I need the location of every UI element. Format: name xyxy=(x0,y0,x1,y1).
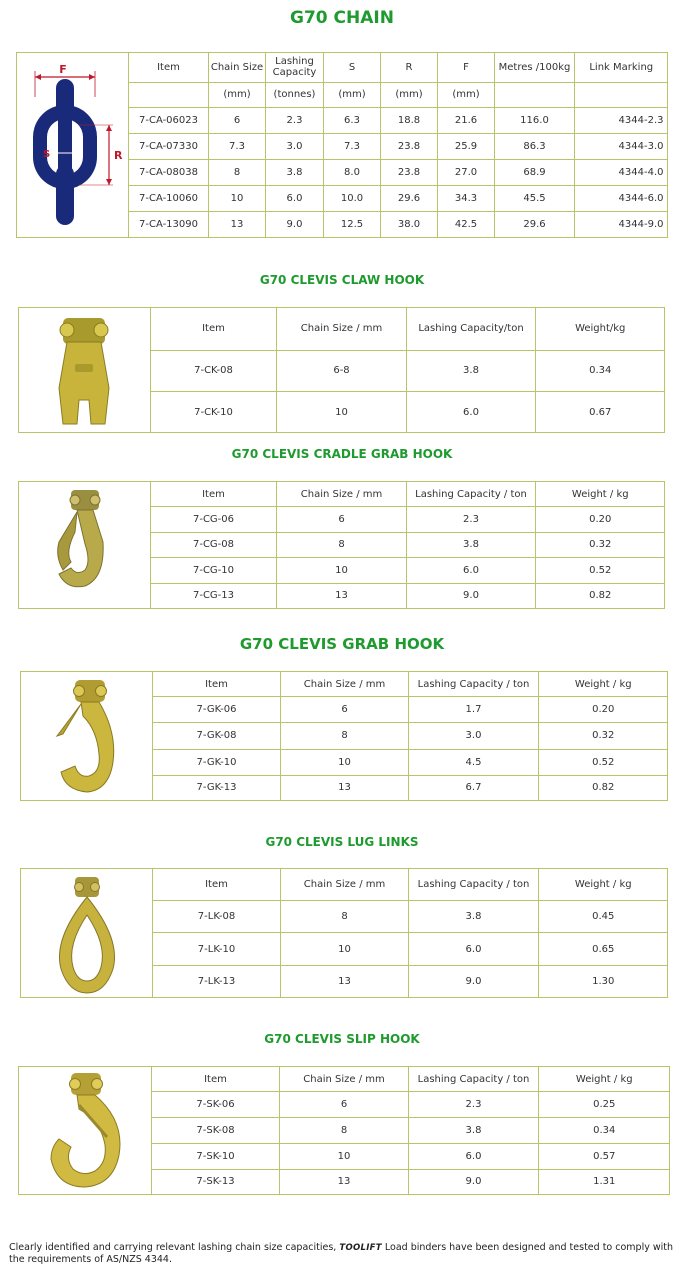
cell-lashing-capacity: 6.0 xyxy=(409,1143,539,1169)
header-item: Item xyxy=(151,308,277,350)
table-row xyxy=(153,697,668,723)
table-row xyxy=(129,212,668,237)
chain-title: G70 CHAIN xyxy=(290,8,394,28)
cell-lashing-capacity: 3.8 xyxy=(409,1118,539,1144)
cell-s: 8.0 xyxy=(324,159,381,185)
slip-hook-table xyxy=(151,1067,670,1194)
header-chain-size: Chain Size / mm xyxy=(281,869,409,900)
cell-r: 18.8 xyxy=(381,107,438,133)
cell-link-marking: 4344-9.0 xyxy=(575,212,668,237)
cell-item: 7-SK-13 xyxy=(152,1169,280,1194)
cell-chain-size: 8 xyxy=(209,159,266,185)
table-row xyxy=(152,1169,670,1194)
cell-f: 25.9 xyxy=(438,133,495,159)
cell-weight: 0.57 xyxy=(539,1143,670,1169)
lug-links-panel xyxy=(20,868,668,998)
cell-weight: 1.31 xyxy=(539,1169,670,1194)
cell-item: 7-LK-08 xyxy=(153,900,281,933)
cell-lashing-capacity: 3.0 xyxy=(409,723,539,749)
brand-name: TOOLIFT xyxy=(339,1243,382,1253)
grab-hook-icon xyxy=(21,672,152,800)
cell-s: 12.5 xyxy=(324,212,381,237)
cell-r: 23.8 xyxy=(381,133,438,159)
cell-r: 38.0 xyxy=(381,212,438,237)
lug-links-table xyxy=(152,869,668,997)
cell-chain-size: 13 xyxy=(277,583,407,608)
footer-text-before: Clearly identified and carrying relevant lashing chain size capacities, xyxy=(9,1242,340,1253)
cell-metres: 29.6 xyxy=(495,212,575,237)
cell-chain-size: 8 xyxy=(281,900,409,933)
header-link-marking: Link Marking xyxy=(575,53,668,82)
table-row xyxy=(153,933,668,966)
cell-lashing-capacity: 9.0 xyxy=(266,212,324,237)
unit-cell: (tonnes) xyxy=(266,82,324,107)
cell-f: 42.5 xyxy=(438,212,495,237)
header-s: S xyxy=(324,53,381,82)
unit-cell xyxy=(495,82,575,107)
header-lashing-capacity: Lashing Capacity / ton xyxy=(409,869,539,900)
dimension-f-label: F xyxy=(59,63,67,76)
cradle-grab-hook-panel xyxy=(18,481,665,609)
cell-chain-size: 10 xyxy=(277,392,407,432)
cell-item: 7-CG-13 xyxy=(151,583,277,608)
cell-item: 7-LK-13 xyxy=(153,966,281,997)
unit-cell xyxy=(129,82,209,107)
header-weight: Weight / kg xyxy=(536,482,665,507)
cell-item: 7-GK-13 xyxy=(153,775,281,800)
cell-item: 7-GK-08 xyxy=(153,723,281,749)
cell-chain-size: 13 xyxy=(281,775,409,800)
table-row xyxy=(151,558,665,584)
cell-lashing-capacity: 3.8 xyxy=(266,159,324,185)
table-row xyxy=(153,900,668,933)
table-row xyxy=(153,966,668,997)
header-lashing-capacity: Lashing Capacity / ton xyxy=(409,1067,539,1092)
chain-dimension-diagram xyxy=(17,53,128,239)
unit-cell: (mm) xyxy=(209,82,266,107)
header-weight: Weight/kg xyxy=(536,308,665,350)
cell-weight: 0.65 xyxy=(539,933,668,966)
chain-spec-table xyxy=(128,53,668,237)
table-row xyxy=(129,186,668,212)
table-row xyxy=(129,107,668,133)
cell-metres: 86.3 xyxy=(495,133,575,159)
header-r: R xyxy=(381,53,438,82)
cell-s: 6.3 xyxy=(324,107,381,133)
table-row xyxy=(153,775,668,800)
table-row xyxy=(151,532,665,558)
footer-note xyxy=(9,1242,681,1266)
cell-lashing-capacity: 9.0 xyxy=(409,1169,539,1194)
table-row xyxy=(152,1143,670,1169)
header-weight: Weight / kg xyxy=(539,672,668,697)
dimension-r-label: R xyxy=(114,149,123,162)
cell-lashing-capacity: 6.0 xyxy=(409,933,539,966)
cradle-grab-hook-table xyxy=(150,482,665,608)
cell-chain-size: 6 xyxy=(209,107,266,133)
table-row xyxy=(129,133,668,159)
table-row xyxy=(151,507,665,533)
header-item: Item xyxy=(153,869,281,900)
cell-item: 7-CA-13090 xyxy=(129,212,209,237)
lug-link-icon xyxy=(21,869,152,997)
cell-item: 7-SK-08 xyxy=(152,1118,280,1144)
cell-item: 7-GK-06 xyxy=(153,697,281,723)
table-row xyxy=(153,723,668,749)
slip-hook-icon xyxy=(19,1067,151,1194)
cell-item: 7-CG-10 xyxy=(151,558,277,584)
cell-chain-size: 7.3 xyxy=(209,133,266,159)
table-row xyxy=(129,159,668,185)
cell-chain-size: 10 xyxy=(277,558,407,584)
header-item: Item xyxy=(152,1067,280,1092)
header-lashing-capacity: Lashing Capacity/ton xyxy=(407,308,536,350)
cell-chain-size: 8 xyxy=(277,532,407,558)
cell-item: 7-CA-08038 xyxy=(129,159,209,185)
cell-lashing-capacity: 2.3 xyxy=(266,107,324,133)
claw-hook-panel xyxy=(18,307,665,433)
cell-s: 10.0 xyxy=(324,186,381,212)
cell-item: 7-SK-10 xyxy=(152,1143,280,1169)
dimension-s-label: S xyxy=(43,149,51,160)
header-weight: Weight / kg xyxy=(539,1067,670,1092)
cell-weight: 0.67 xyxy=(536,392,665,432)
cell-f: 21.6 xyxy=(438,107,495,133)
cell-chain-size: 13 xyxy=(280,1169,409,1194)
unit-cell xyxy=(575,82,668,107)
cell-weight: 0.52 xyxy=(536,558,665,584)
cell-weight: 0.20 xyxy=(536,507,665,533)
cell-f: 27.0 xyxy=(438,159,495,185)
cell-item: 7-CA-10060 xyxy=(129,186,209,212)
cell-weight: 0.82 xyxy=(536,583,665,608)
header-lashing-capacity: Lashing Capacity xyxy=(266,53,324,82)
table-row xyxy=(153,749,668,775)
cell-weight: 1.30 xyxy=(539,966,668,997)
cell-chain-size: 13 xyxy=(209,212,266,237)
cell-chain-size: 6 xyxy=(277,507,407,533)
cell-r: 29.6 xyxy=(381,186,438,212)
cell-metres: 68.9 xyxy=(495,159,575,185)
cell-chain-size: 10 xyxy=(281,749,409,775)
cell-link-marking: 4344-3.0 xyxy=(575,133,668,159)
cell-chain-size: 13 xyxy=(281,966,409,997)
slip-hook-image-cell xyxy=(19,1067,152,1194)
header-f: F xyxy=(438,53,495,82)
cell-lashing-capacity: 6.7 xyxy=(409,775,539,800)
slip-hook-panel xyxy=(18,1066,670,1195)
cell-weight: 0.82 xyxy=(539,775,668,800)
cell-item: 7-CA-06023 xyxy=(129,107,209,133)
grab-hook-image-cell xyxy=(21,672,153,800)
claw-hook-icon xyxy=(19,308,150,432)
header-item: Item xyxy=(151,482,277,507)
cell-weight: 0.20 xyxy=(539,697,668,723)
cell-item: 7-GK-10 xyxy=(153,749,281,775)
header-chain-size: Chain Size / mm xyxy=(281,672,409,697)
cell-lashing-capacity: 3.8 xyxy=(409,900,539,933)
header-chain-size: Chain Size / mm xyxy=(280,1067,409,1092)
cell-weight: 0.52 xyxy=(539,749,668,775)
cell-chain-size: 8 xyxy=(281,723,409,749)
cell-chain-size: 10 xyxy=(280,1143,409,1169)
header-chain-size: Chain Size / mm xyxy=(277,482,407,507)
cradle-grab-hook-title: G70 CLEVIS CRADLE GRAB HOOK xyxy=(231,447,453,461)
cell-lashing-capacity: 6.0 xyxy=(407,558,536,584)
cell-weight: 0.34 xyxy=(536,350,665,392)
chain-diagram-cell xyxy=(17,53,129,237)
cell-link-marking: 4344-4.0 xyxy=(575,159,668,185)
cell-weight: 0.32 xyxy=(539,723,668,749)
cell-chain-size: 10 xyxy=(281,933,409,966)
table-row xyxy=(151,350,665,392)
unit-cell: (mm) xyxy=(381,82,438,107)
cradle-grab-hook-icon xyxy=(19,482,150,608)
header-metres: Metres /100kg xyxy=(495,53,575,82)
unit-cell: (mm) xyxy=(438,82,495,107)
cell-metres: 45.5 xyxy=(495,186,575,212)
cell-lashing-capacity: 9.0 xyxy=(407,583,536,608)
cell-r: 23.8 xyxy=(381,159,438,185)
claw-hook-table xyxy=(150,308,665,432)
cell-metres: 116.0 xyxy=(495,107,575,133)
cell-lashing-capacity: 3.8 xyxy=(407,532,536,558)
table-row xyxy=(151,583,665,608)
grab-hook-table xyxy=(152,672,668,800)
lug-links-title: G70 CLEVIS LUG LINKS xyxy=(265,835,419,849)
header-chain-size: Chain Size / mm xyxy=(277,308,407,350)
cell-lashing-capacity: 6.0 xyxy=(407,392,536,432)
header-chain-size: Chain Size xyxy=(209,53,266,82)
table-row xyxy=(152,1092,670,1118)
cell-lashing-capacity: 3.8 xyxy=(407,350,536,392)
cell-lashing-capacity: 2.3 xyxy=(407,507,536,533)
grab-hook-panel xyxy=(20,671,668,801)
cell-weight: 0.45 xyxy=(539,900,668,933)
cell-lashing-capacity: 4.5 xyxy=(409,749,539,775)
cell-f: 34.3 xyxy=(438,186,495,212)
cell-s: 7.3 xyxy=(324,133,381,159)
header-item: Item xyxy=(153,672,281,697)
cell-item: 7-CG-08 xyxy=(151,532,277,558)
cell-lashing-capacity: 1.7 xyxy=(409,697,539,723)
cell-chain-size: 8 xyxy=(280,1118,409,1144)
claw-hook-image-cell xyxy=(19,308,151,432)
header-lashing-capacity: Lashing Capacity / ton xyxy=(407,482,536,507)
cell-item: 7-CK-08 xyxy=(151,350,277,392)
claw-hook-title: G70 CLEVIS CLAW HOOK xyxy=(259,273,425,287)
cell-lashing-capacity: 6.0 xyxy=(266,186,324,212)
grab-hook-title: G70 CLEVIS GRAB HOOK xyxy=(239,635,445,653)
cell-weight: 0.25 xyxy=(539,1092,670,1118)
cell-lashing-capacity: 2.3 xyxy=(409,1092,539,1118)
cell-lashing-capacity: 9.0 xyxy=(409,966,539,997)
table-row xyxy=(151,392,665,432)
cell-item: 7-SK-06 xyxy=(152,1092,280,1118)
cell-item: 7-LK-10 xyxy=(153,933,281,966)
table-row xyxy=(152,1118,670,1144)
cell-chain-size: 6 xyxy=(280,1092,409,1118)
cell-link-marking: 4344-2.3 xyxy=(575,107,668,133)
cell-item: 7-CG-06 xyxy=(151,507,277,533)
cell-chain-size: 6 xyxy=(281,697,409,723)
header-weight: Weight / kg xyxy=(539,869,668,900)
header-lashing-capacity: Lashing Capacity / ton xyxy=(409,672,539,697)
cell-weight: 0.32 xyxy=(536,532,665,558)
cell-lashing-capacity: 3.0 xyxy=(266,133,324,159)
slip-hook-title: G70 CLEVIS SLIP HOOK xyxy=(264,1032,420,1046)
unit-cell: (mm) xyxy=(324,82,381,107)
cell-link-marking: 4344-6.0 xyxy=(575,186,668,212)
lug-links-image-cell xyxy=(21,869,153,997)
cell-weight: 0.34 xyxy=(539,1118,670,1144)
chain-spec-panel xyxy=(16,52,668,238)
cell-chain-size: 6-8 xyxy=(277,350,407,392)
cell-item: 7-CK-10 xyxy=(151,392,277,432)
cell-item: 7-CA-07330 xyxy=(129,133,209,159)
footer-text-after: Load binders have been designed and tested to comply with the requirements of AS/NZS 4344. xyxy=(9,1242,674,1265)
cradle-grab-hook-image-cell xyxy=(19,482,151,608)
header-item: Item xyxy=(129,53,209,82)
cell-chain-size: 10 xyxy=(209,186,266,212)
